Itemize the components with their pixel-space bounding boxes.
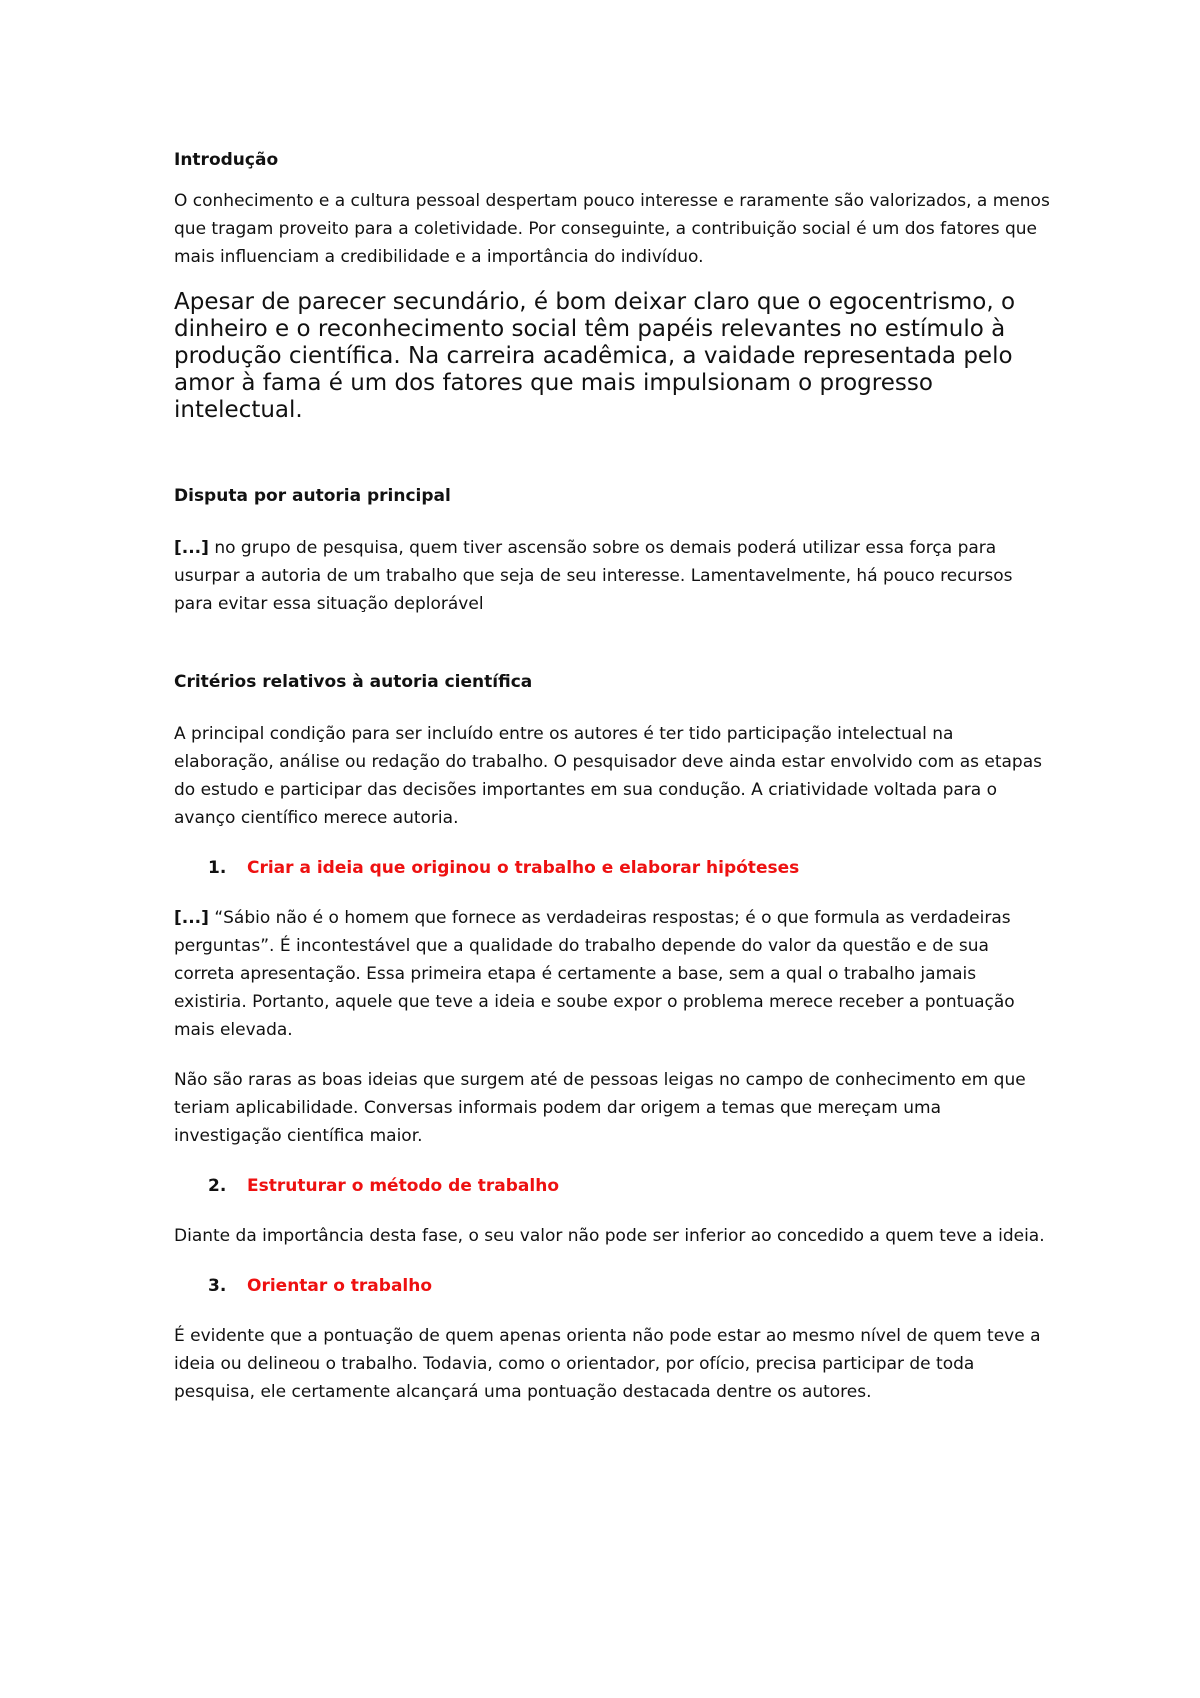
list-item-3 (174, 1272, 1050, 1300)
item1-text: “Sábio não é o homem que fornece as verdadeiras respostas; é o que formula as verdadeiras perguntas”. É incontestável que a qualidade do trabalho depende do valor da questão e de sua correta apresentação. Essa primeira etapa é certamente a base, sem a qual o trabalho jamais existiria. Portanto, aquele que teve a ideia e soube expor o problema merece receber a pontuação mais elevada. (174, 908, 1015, 1040)
dispute-heading: Disputa por autoria principal (174, 486, 451, 506)
criteria-heading: Critérios relativos à autoria científica (174, 672, 533, 692)
list-item-2 (174, 1172, 1050, 1200)
criteria-paragraph: A principal condição para ser incluído entre os autores é ter tido participação intelectual na elaboração, análise ou redação do trabalho. O pesquisador deve ainda estar envolvido com as etapas do estudo e participar das decisões importantes em sua condução. A criatividade voltada para o avanço científico merece autoria. (174, 724, 1042, 828)
intro-paragraph: O conhecimento e a cultura pessoal despertam pouco interesse e raramente são valorizados, a menos que tragam proveito para a coletividade. Por conseguinte, a contribuição social é um dos fatores que mais influenciam a credibilidade e a importância do indivíduo. (174, 191, 1050, 267)
list-title: Orientar o trabalho (247, 1276, 433, 1296)
list-title: Criar a ideia que originou o trabalho e elaborar hipóteses (247, 858, 800, 878)
item3-paragraph: É evidente que a pontuação de quem apenas orienta não pode estar ao mesmo nível de quem teve a ideia ou delineou o trabalho. Todavia, como o orientador, por ofício, precisa participar de toda pesquisa, ele certamente alcançará uma pontuação destacada dentre os autores. (174, 1326, 1041, 1402)
ellipsis-marker: [...] (174, 908, 209, 928)
item1-paragraph (174, 904, 1050, 1044)
item1-paragraph-2: Não são raras as boas ideias que surgem até de pessoas leigas no campo de conhecimento em que teriam aplicabilidade. Conversas informais podem dar origem a temas que mereçam uma investigação científica maior. (174, 1070, 1026, 1146)
list-title: Estruturar o método de trabalho (247, 1176, 559, 1196)
list-item-1 (174, 854, 1050, 882)
list-number: 2. (208, 1176, 227, 1196)
list-number: 3. (208, 1276, 227, 1296)
intro-heading: Introdução (174, 150, 279, 170)
dispute-paragraph (174, 534, 1050, 618)
ellipsis-marker: [...] (174, 538, 209, 558)
dispute-text: no grupo de pesquisa, quem tiver ascensão sobre os demais poderá utilizar essa força para usurpar a autoria de um trabalho que seja de seu interesse. Lamentavelmente, há pouco recursos para evitar essa situação deplorável (174, 538, 1013, 614)
intro-large-paragraph: Apesar de parecer secundário, é bom deixar claro que o egocentrismo, o dinheiro e o reconhecimento social têm papéis relevantes no estímulo à produção científica. Na carreira acadêmica, a vaidade representada pelo amor à fama é um dos fatores que mais impulsionam o progresso intelectual. (174, 289, 1016, 423)
item2-paragraph: Diante da importância desta fase, o seu valor não pode ser inferior ao concedido a quem teve a ideia. (174, 1226, 1045, 1246)
document-content (174, 146, 1050, 1406)
list-number: 1. (208, 858, 227, 878)
